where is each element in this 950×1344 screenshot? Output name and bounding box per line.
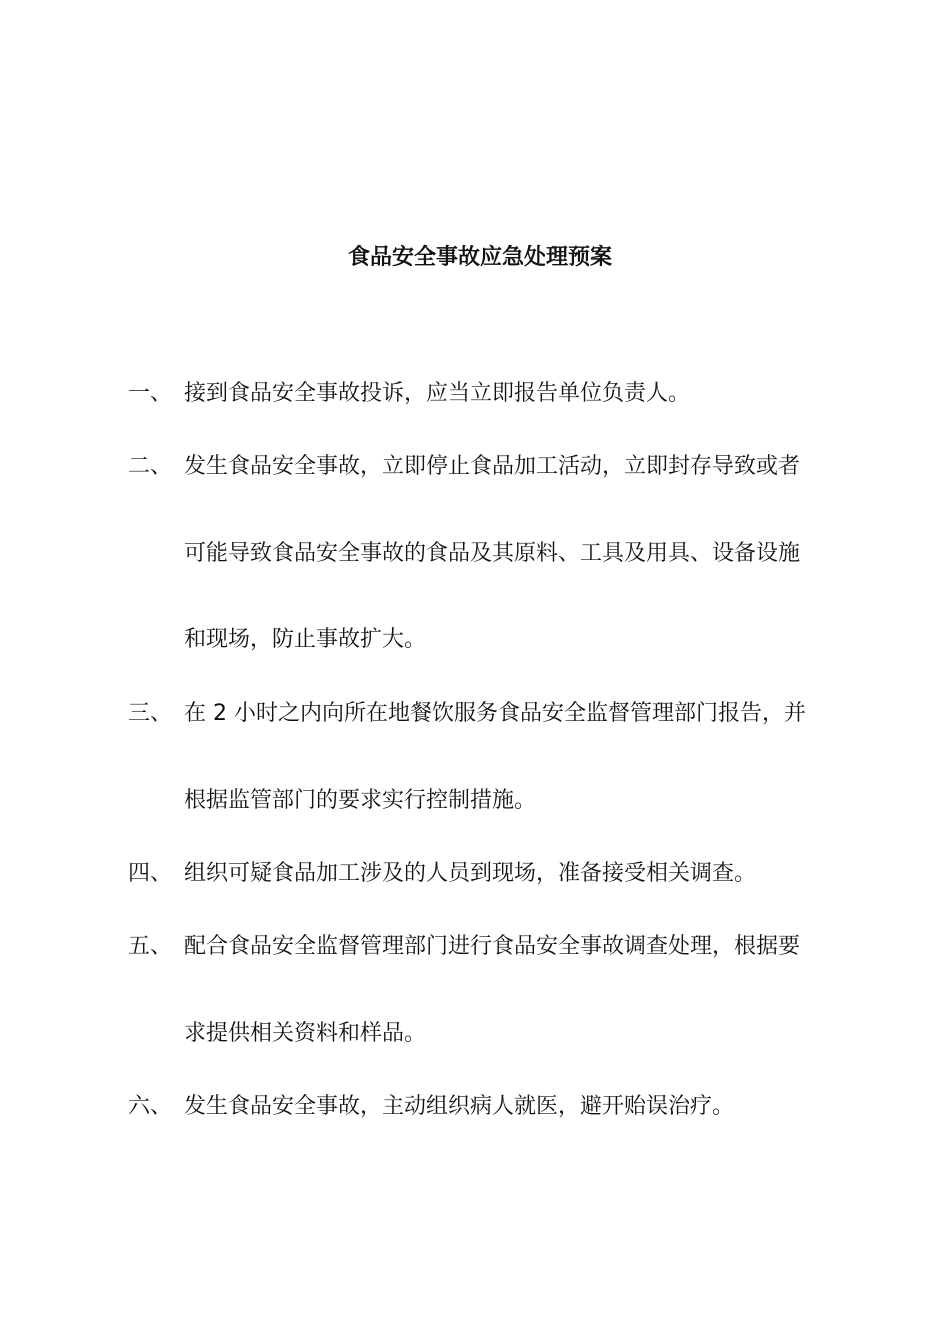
item-number: 六、 xyxy=(128,1094,173,1119)
item-text-line: 和现场，防止事故扩大。 xyxy=(184,627,427,652)
item-number: 四、 xyxy=(128,861,173,886)
item-text-line: 可能导致食品安全事故的食品及其原料、工具及用具、设备设施 xyxy=(184,541,801,566)
item-number: 三、 xyxy=(128,701,173,726)
item-text-line: 接到食品安全事故投诉，应当立即报告单位负责人。 xyxy=(184,381,691,406)
item-text-line: 发生食品安全事故，立即停止食品加工活动，立即封存导致或者 xyxy=(184,454,801,479)
item-text-line: 根据监管部门的要求实行控制措施。 xyxy=(184,788,537,813)
item-number: 二、 xyxy=(128,454,173,479)
item-number: 五、 xyxy=(128,934,173,959)
item-text-line: 组织可疑食品加工涉及的人员到现场，准备接受相关调查。 xyxy=(184,861,757,886)
item-text-line: 求提供相关资料和样品。 xyxy=(184,1021,427,1046)
document-title: 食品安全事故应急处理预案 xyxy=(347,245,612,270)
item-text-line: 发生食品安全事故，主动组织病人就医，避开贻误治疗。 xyxy=(184,1094,735,1119)
item-text-line: 配合食品安全监督管理部门进行食品安全事故调查处理，根据要 xyxy=(184,934,801,959)
item-text-line: 在 2 小时之内向所在地餐饮服务食品安全监督管理部门报告，并 xyxy=(184,701,806,726)
item-number: 一、 xyxy=(128,381,173,406)
